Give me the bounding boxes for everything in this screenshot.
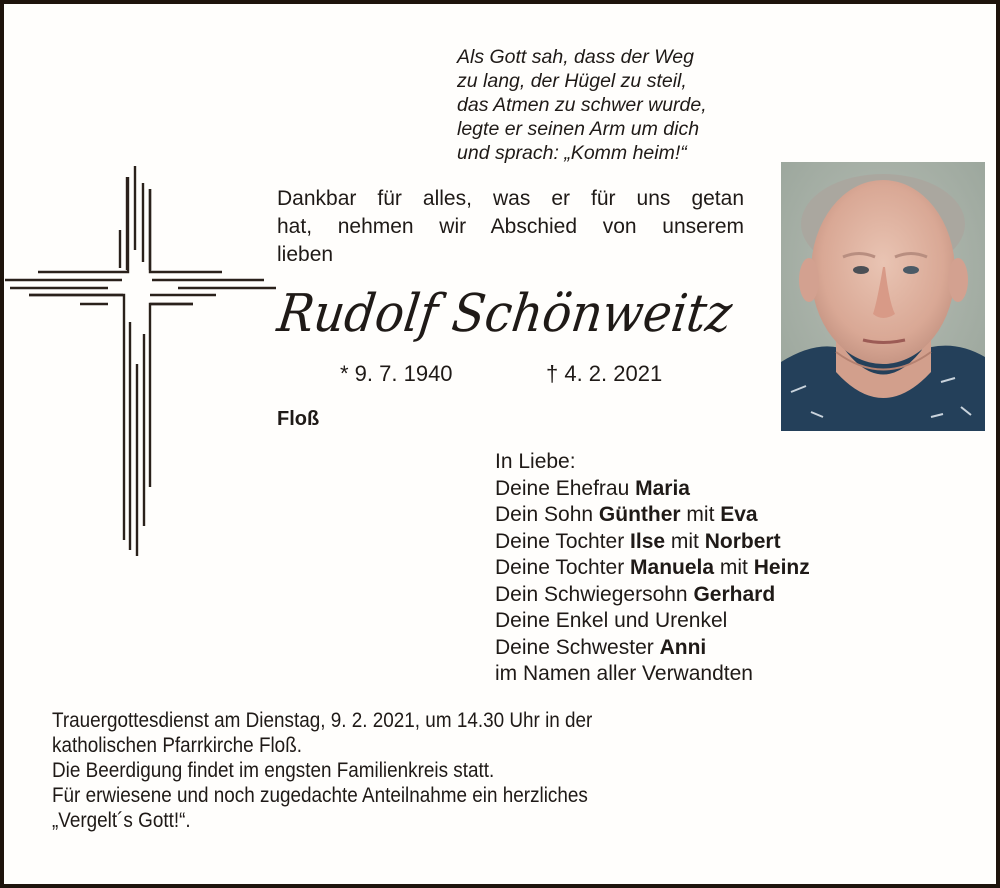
family-line (495, 502, 810, 529)
family-member-name: Günther (598, 503, 681, 526)
relation-text: Dein Schwiegersohn (495, 582, 694, 606)
intro-line: lieben (277, 243, 334, 266)
family-member-name: Norbert (704, 529, 781, 553)
family-line (495, 608, 810, 635)
death-date: † 4. 2. 2021 (546, 361, 663, 386)
relation-text: mit (680, 503, 721, 526)
relation-text: mit (714, 556, 754, 579)
relation-text: Deine Tochter (495, 556, 631, 579)
poem-line: das Atmen zu schwer wurde, (457, 94, 707, 116)
portrait-photo (781, 162, 985, 431)
portrait-image (781, 162, 985, 431)
poem-line: Als Gott sah, dass der Weg (457, 46, 694, 68)
family-line (495, 635, 810, 662)
service-line: Trauergottesdienst am Dienstag, 9. 2. 2021, um 14.30 Uhr in der (52, 709, 593, 732)
service-line: Für erwiesene und noch zugedachte Anteilnahme ein herzliches (52, 784, 588, 807)
service-line: Die Beerdigung findet im engsten Familienkreis statt. (52, 759, 495, 782)
relation-text: Deine Enkel und Urenkel (495, 609, 728, 632)
family-list (495, 449, 810, 688)
relation-text: Deine Schwester (495, 635, 660, 659)
relation-text: im Namen aller Verwandten (495, 662, 753, 685)
poem (457, 45, 707, 165)
family-heading: In Liebe: (495, 450, 576, 473)
family-member-name: Heinz (753, 556, 810, 579)
relation-text: mit (665, 529, 705, 553)
birth-date: * 9. 7. 1940 (340, 361, 453, 386)
intro-line: hat, nehmen wir Abschied von unserem (277, 215, 744, 238)
relation-text: Deine Ehefrau (495, 476, 636, 500)
cross-icon (0, 160, 290, 560)
family-member-name: Manuela (630, 556, 715, 579)
family-member-name: Maria (635, 476, 690, 500)
service-line: „Vergelt´s Gott!“. (52, 809, 191, 832)
poem-line: und sprach: „Komm heim!“ (457, 142, 687, 164)
family-member-name: Ilse (630, 529, 666, 553)
service-line: katholischen Pfarrkirche Floß. (52, 734, 303, 757)
relation-text: Dein Sohn (495, 503, 599, 526)
family-member-name: Anni (659, 635, 707, 659)
family-line (495, 476, 810, 503)
family-line (495, 582, 810, 609)
relation-text: Deine Tochter (495, 529, 631, 553)
family-line (495, 529, 810, 556)
family-line (495, 555, 810, 582)
intro-text (277, 185, 744, 269)
family-member-name: Eva (720, 503, 758, 526)
poem-line: legte er seinen Arm um dich (457, 118, 700, 140)
poem-line: zu lang, der Hügel zu steil, (457, 70, 687, 92)
service-info (52, 708, 592, 833)
deceased-name: Rudolf Schönweitz (274, 284, 736, 344)
intro-line: Dankbar für alles, was er für uns getan (277, 187, 744, 210)
family-line (495, 661, 810, 688)
place-name: Floß (277, 408, 320, 430)
family-member-name: Gerhard (693, 582, 776, 606)
